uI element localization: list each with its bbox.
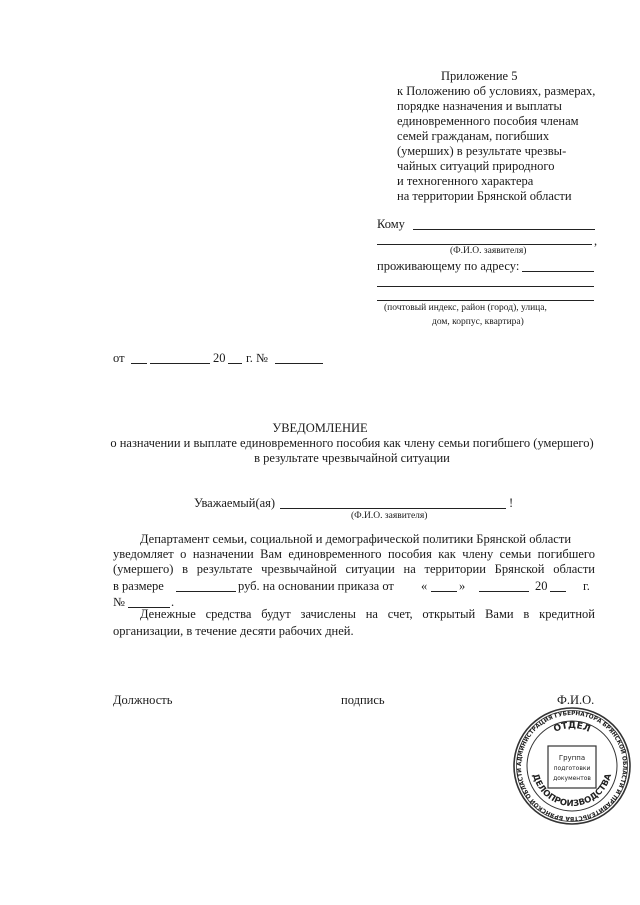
- year-prefix: 20: [213, 351, 226, 365]
- body-line: организации, в течение десяти рабочих дней.: [113, 624, 354, 638]
- notice-subtitle-1: о назначении и выплате единовременного пособия как члену семьи погибшего (умершего): [110, 436, 594, 450]
- appendix-line: семей гражданам, погибших: [397, 129, 550, 143]
- month-field[interactable]: [150, 363, 210, 364]
- quote-close: »: [459, 579, 466, 593]
- to-fio-field[interactable]: [413, 229, 595, 230]
- address-field-2[interactable]: [377, 286, 594, 287]
- stamp-bottom-text: ДЕЛОПРОИЗВОДСТВА: [529, 772, 615, 810]
- appendix-line: к Положению об условиях, размерах,: [397, 84, 596, 98]
- address-field-3[interactable]: [377, 300, 594, 301]
- appendix-line: на территории Брянской области: [397, 189, 572, 203]
- address-hint-2: дом, корпус, квартира): [432, 317, 524, 327]
- year-field[interactable]: [228, 363, 242, 364]
- appendix-line: единовременного пособия членам: [397, 114, 579, 128]
- fio-hint: (Ф.И.О. заявителя): [450, 246, 527, 256]
- body-line: Денежные средства будут зачислены на счет, открытый Вами в кредитной: [140, 607, 595, 621]
- order-label: руб. на основании приказа от: [238, 579, 394, 593]
- greeting-fio-field[interactable]: [280, 508, 506, 509]
- order-year-prefix: 20: [535, 579, 548, 593]
- day-field[interactable]: [131, 363, 147, 364]
- greeting-label: Уважаемый(ая): [194, 496, 276, 510]
- address-hint-1: (почтовый индекс, район (город), улица,: [384, 303, 547, 313]
- body-line: (умершего) в результате чрезвычайной ситуации на территории Брянской области: [113, 562, 595, 576]
- appendix-line: чайных ситуаций природного: [397, 159, 555, 173]
- number-label: г. №: [246, 351, 268, 365]
- fio-label: Ф.И.О.: [557, 693, 595, 707]
- office-stamp: [512, 706, 632, 826]
- amount-label: в размере: [113, 579, 164, 593]
- order-month-field[interactable]: [479, 591, 529, 592]
- sign-label: подпись: [341, 693, 385, 707]
- stamp-box-line-3: документов: [553, 775, 591, 782]
- stamp-top-text: ОТДЕЛ: [552, 720, 592, 735]
- greeting-exclamation: !: [509, 496, 514, 510]
- stamp-box-line-2: подготовки: [553, 765, 591, 772]
- to-label: Кому: [377, 217, 405, 231]
- order-year-suffix: г.: [583, 579, 590, 593]
- notice-title: УВЕДОМЛЕНИЕ: [272, 421, 368, 435]
- stamp-outer-text: АДМИНИСТРАЦИЯ ГУБЕРНАТОРА БРЯНСКОЙ ОБЛАСТИ И ПРАВИТЕЛЬСТВА БРЯНСКОЙ ОБЛАСТИ: [515, 709, 629, 823]
- position-label: Должность: [113, 693, 173, 707]
- body-line: Департамент семьи, социальной и демографической политики Брянской области: [140, 532, 572, 546]
- greeting-hint: (Ф.И.О. заявителя): [351, 511, 428, 521]
- appendix-line: (умерших) в результате чрезвы-: [397, 144, 567, 158]
- address-label: проживающему по адресу:: [377, 259, 520, 273]
- order-year-field[interactable]: [550, 591, 566, 592]
- comma: ,: [594, 234, 598, 248]
- quote-open: «: [421, 579, 428, 593]
- order-day-field[interactable]: [431, 591, 457, 592]
- address-field-1[interactable]: [522, 271, 594, 272]
- order-number-end: .: [171, 595, 175, 609]
- appendix-line: порядке назначения и выплаты: [397, 99, 562, 113]
- amount-field[interactable]: [176, 591, 236, 592]
- stamp-graphic: [512, 706, 632, 826]
- order-number-label: №: [113, 595, 125, 609]
- from-label: от: [113, 351, 125, 365]
- number-field[interactable]: [275, 363, 323, 364]
- notice-subtitle-2: в результате чрезвычайной ситуации: [254, 451, 450, 465]
- appendix-line: и техногенного характера: [397, 174, 534, 188]
- appendix-title: Приложение 5: [441, 69, 518, 83]
- body-line: уведомляет о назначении Вам единовременного пособия как члену семьи погибшего: [113, 547, 595, 561]
- stamp-box-line-1: Группа: [558, 754, 586, 762]
